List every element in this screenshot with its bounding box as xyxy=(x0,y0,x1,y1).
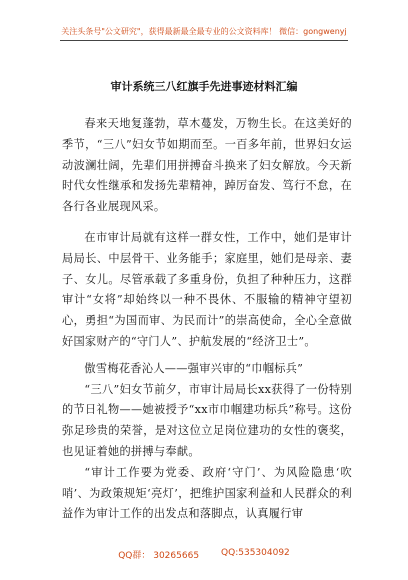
section-heading: 傲雪梅花香沁人——强审兴审的“巾帼标兵” xyxy=(84,361,304,375)
footer-contact xyxy=(0,548,408,561)
header-note: 关注头条号"公文研究"，获得最新最全最专业的公文资料库！ 微信：gongwenyj xyxy=(61,27,347,36)
paragraph-quote: “审计工作要为党委、政府‘守门’、为风险隐患‘吹哨’、为政策规矩‘亮灯’，把维护国家利益和人民群众的利益作为审计工作的出发点和落脚点，认真履行审 xyxy=(62,465,352,521)
document-title: 审计系统三八红旗手先进事迹材料汇编 xyxy=(110,80,298,93)
header-divider xyxy=(60,40,348,41)
document-body xyxy=(62,114,352,525)
paragraph-team: 在市审计局就有这样一群女性，工作中，她们是审计局局长、中层骨干、业务能手；家庭里，她们是母亲、妻子、女儿。尽管承载了多重身份，负担了种种压力，这群审计“女将”却始终以一种不畏休、不服输的精神守望初心，勇担“为国而审、为民而计”的崇高使命，全心全意做好国家财产的“守门人”、护航发展的“经济卫士”。 xyxy=(62,230,352,348)
footer-qq: QQ:535304092 xyxy=(221,548,290,558)
paragraph-award: “三八”妇女节前夕，市审计局局长xx获得了一份特别的节日礼物——她被授予“xx市巾帼建功标兵”称号。这份弥足珍贵的荣誉，是对这位立足岗位建功的女性的褒奖，也见证着她的拼搏与奉献。 xyxy=(62,382,352,458)
paragraph-intro: 春来天地复蓬勃，草木蔓发，万物生长。在这美好的季节，“三八”妇女节如期而至。一百多年前，世界妇女运动波澜壮阔，先辈们用拼搏奋斗换来了妇女解放。今天新时代女性继承和发扬先辈精神，踔厉奋发、笃行不怠，在各行各业展现风采。 xyxy=(62,117,352,214)
footer-qq-group: QQ群： 30265665 xyxy=(118,551,200,561)
